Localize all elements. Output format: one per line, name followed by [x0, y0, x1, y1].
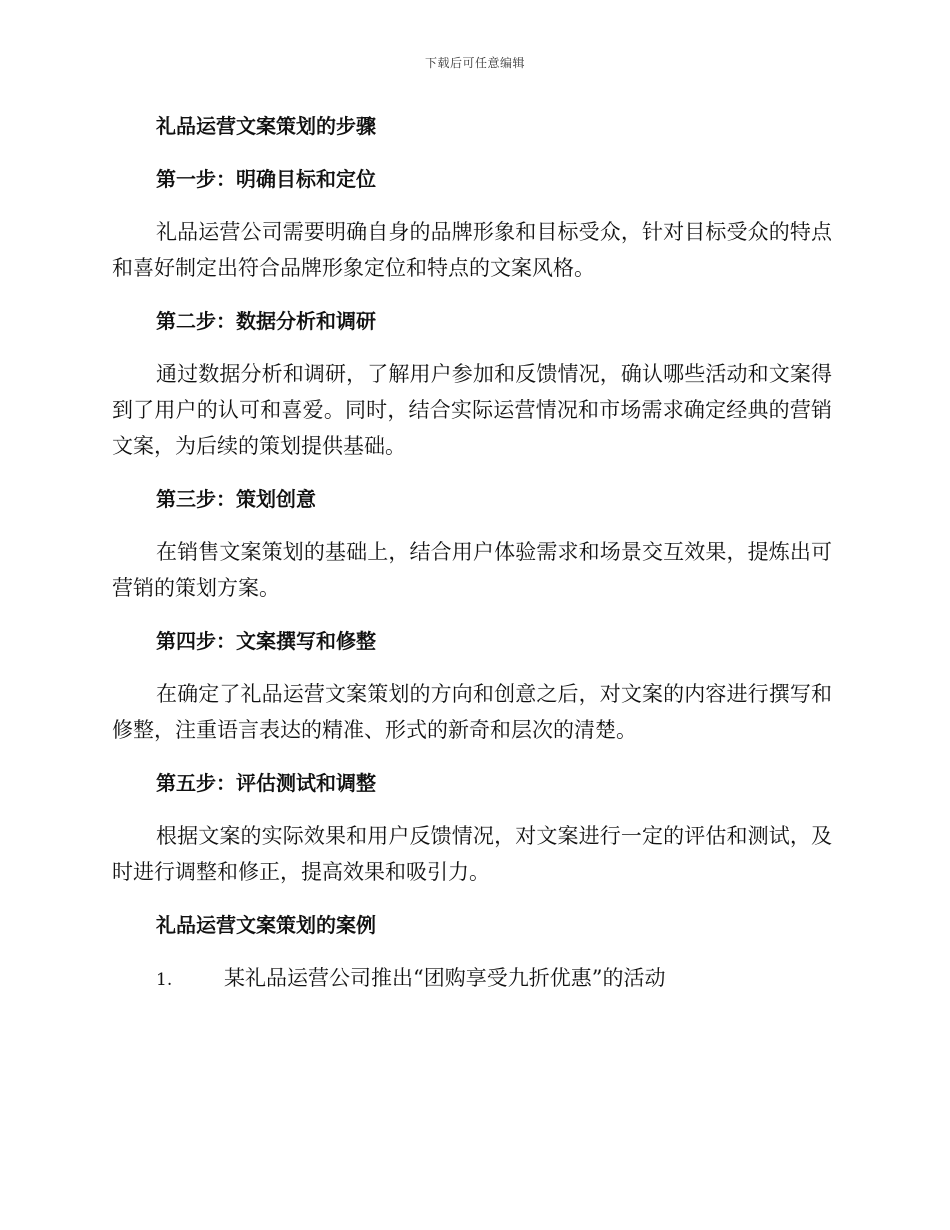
step-4-body: 在确定了礼品运营文案策划的方向和创意之后，对文案的内容进行撰写和修整，注重语言表达的精准、形式的新奇和层次的清楚。 — [112, 682, 832, 742]
document-title: 礼品运营文案策划的步骤 — [156, 114, 376, 138]
document-content — [112, 108, 832, 998]
case-list-number: 1. — [156, 970, 173, 990]
case-list-item — [112, 960, 832, 998]
step-1-body: 礼品运营公司需要明确自身的品牌形象和目标受众，针对目标受众的特点和喜好制定出符合品牌形象定位和特点的文案风格。 — [112, 220, 832, 280]
step-3-body: 在销售文案策划的基础上，结合用户体验需求和场景交互效果，提炼出可营销的策划方案。 — [112, 540, 832, 600]
step-3-heading: 第三步：策划创意 — [156, 487, 316, 511]
step-4-heading: 第四步：文案撰写和修整 — [156, 629, 376, 653]
step-5-heading: 第五步：评估测试和调整 — [156, 771, 376, 795]
step-5-body: 根据文案的实际效果和用户反馈情况，对文案进行一定的评估和测试，及时进行调整和修正，提高效果和吸引力。 — [112, 824, 832, 884]
case-heading: 礼品运营文案策划的案例 — [156, 913, 376, 937]
step-2-heading: 第二步：数据分析和调研 — [156, 309, 376, 333]
header-note: 下载后可任意编辑 — [424, 56, 525, 70]
step-2-body: 通过数据分析和调研，了解用户参加和反馈情况，确认哪些活动和文案得到了用户的认可和喜爱。同时，结合实际运营情况和市场需求确定经典的营销文案，为后续的策划提供基础。 — [112, 362, 832, 458]
case-list-text: 某礼品运营公司推出“团购享受九折优惠”的活动 — [224, 966, 666, 990]
step-1-heading: 第一步：明确目标和定位 — [156, 167, 376, 191]
